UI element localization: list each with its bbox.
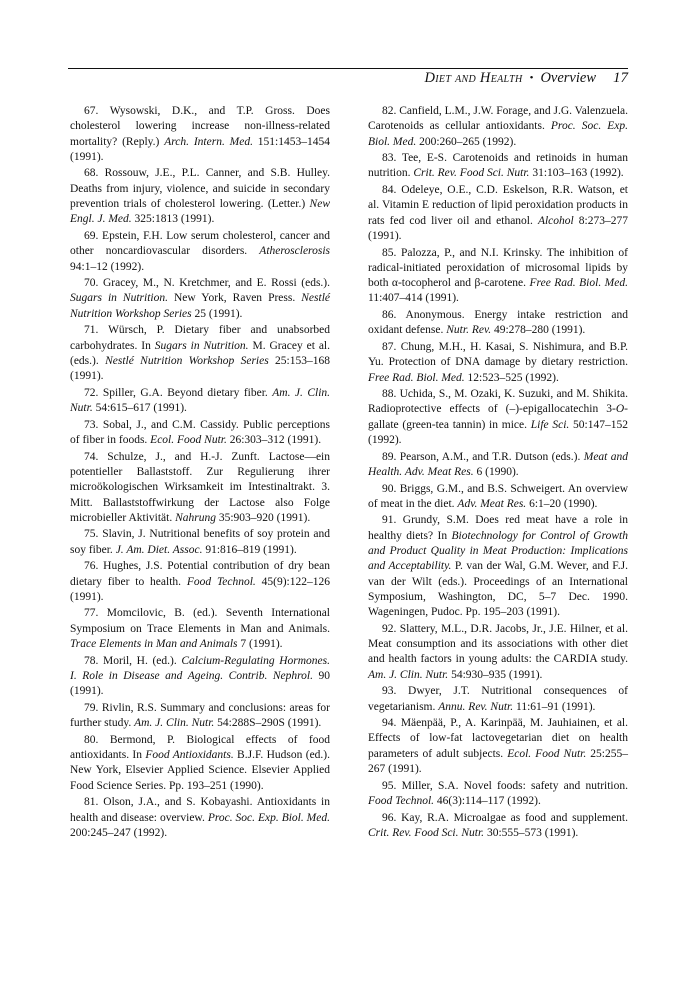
section-name: Overview: [540, 70, 596, 86]
reference-entry: [368, 684, 628, 715]
running-head: [425, 69, 628, 87]
reference-source-italic: Calcium-Regulating Hormones. I. Role in Disease and Ageing. Contrib. Nephrol.: [70, 654, 330, 682]
reference-source-italic: Sugars in Nutrition.: [70, 292, 168, 305]
reference-text: M. Gracey et al. (eds.).: [70, 339, 330, 367]
bullet-separator: •: [529, 72, 534, 84]
reference-number: 76.: [84, 560, 99, 573]
reference-source-italic: Nestlé Nutrition Workshop Series: [70, 292, 330, 320]
reference-number: 85.: [382, 246, 397, 259]
reference-source-italic: Am. J. Clin. Nutr.: [134, 717, 215, 730]
journal-title: Diet and Health: [424, 70, 523, 86]
reference-number: 71.: [84, 324, 99, 337]
reference-text: 25 (1991).: [191, 307, 243, 320]
reference-text: 49:278–280 (1991).: [491, 324, 586, 337]
reference-source-italic: Alcohol: [537, 214, 574, 227]
reference-entry: [368, 246, 628, 307]
reference-entry: [70, 386, 330, 417]
reference-entry: [368, 482, 628, 513]
reference-text: Epstein, F.H. Low serum cholesterol, cancer and other noncardiovascular disorders.: [70, 229, 331, 258]
reference-entry: [70, 701, 330, 732]
reference-text: Bermond, P. Biological effects of food antioxidants. In: [70, 733, 330, 762]
reference-source-italic: Proc. Soc. Exp. Biol. Med.: [368, 120, 628, 148]
reference-entry: [368, 622, 628, 683]
reference-entry: [70, 104, 330, 165]
reference-text: 325:1813 (1991).: [131, 213, 215, 226]
reference-text: 54:615–617 (1991).: [92, 402, 187, 415]
reference-text: Slattery, M.L., D.R. Jacobs, Jr., J.E. Hilner, et al. Meat consumption and its associations with other diet and health factors in young adults: the CARDIA study.: [368, 622, 628, 666]
reference-entry: [70, 795, 330, 841]
reference-text: Schulze, J., and H.-J. Zunft. Lactose—ein potentieller Ballaststoff. Zur Regulierung ihrer microökologischen Wirksamkeit im Intestinaltrakt. 3. Mitt. Ballaststoffwirkung der Lactose also Folge microbieller Aktivität.: [70, 450, 330, 524]
reference-number: 94.: [382, 717, 397, 730]
reference-text: -gallate (green-tea tannin) in mice.: [368, 403, 628, 431]
reference-text: 6 (1990).: [473, 465, 519, 478]
reference-number: 95.: [382, 779, 397, 792]
reference-source-italic: Ecol. Food Nutr.: [150, 434, 227, 447]
reference-entry: [368, 151, 628, 182]
reference-text: 12:523–525 (1992).: [464, 371, 559, 384]
reference-text: Sobal, J., and C.M. Cassidy. Public perceptions of fiber in foods.: [70, 418, 330, 447]
reference-number: 79.: [84, 701, 99, 714]
reference-entry: [70, 450, 330, 526]
reference-number: 67.: [84, 105, 99, 117]
reference-entry: [70, 276, 330, 322]
reference-text: Momcilovic, B. (ed.). Seventh International Symposium on Trace Elements in Man and Animals.: [70, 607, 331, 635]
reference-text: 6:1–20 (1990).: [526, 497, 598, 510]
reference-text: 50:147–152 (1992).: [368, 418, 628, 447]
page-number: 17: [613, 70, 628, 86]
reference-entry: [70, 229, 330, 275]
reference-source-italic: Nestlé Nutrition Workshop Series: [105, 354, 269, 367]
reference-text: 25:255–267 (1991).: [368, 747, 628, 776]
reference-source-italic: Crit. Rev. Food Sci. Nutr.: [368, 826, 485, 839]
reference-text: Kay, R.A. Microalgae as food and supplement.: [401, 811, 628, 824]
reference-text: Slavin, J. Nutritional benefits of soy protein and soy fiber.: [70, 528, 331, 556]
reference-entry: [368, 716, 628, 777]
reference-text: 54:288S–290S (1991).: [214, 717, 322, 730]
reference-number: 81.: [84, 796, 99, 809]
reference-text: 200:260–265 (1992).: [416, 135, 517, 148]
reference-entry: [70, 733, 330, 794]
reference-text: 200:245–247 (1992).: [70, 826, 168, 839]
reference-source-italic: Food Technol.: [186, 575, 256, 588]
reference-text: B.J.F. Hudson (ed.). New York, Elsevier Applied Science. Elsevier Applied Food Science Series. Pp. 193–251 (1990).: [70, 749, 331, 792]
reference-entry: [70, 418, 330, 449]
reference-number: 78.: [84, 654, 99, 667]
reference-text: Pearson, A.M., and T.R. Dutson (eds.).: [399, 450, 584, 463]
reference-source-italic: Free Rad. Biol. Med.: [368, 371, 465, 384]
reference-number: 90.: [382, 482, 397, 495]
reference-text: 46(3):114–117 (1992).: [434, 794, 541, 807]
reference-source-italic: Nahrung: [175, 511, 216, 524]
reference-text: Anonymous. Energy intake restriction and oxidant defense.: [368, 309, 628, 337]
reference-text: 11:407–414 (1991).: [368, 292, 459, 305]
reference-source-italic: New Engl. J. Med.: [70, 198, 330, 226]
reference-number: 72.: [84, 386, 99, 399]
reference-entry: [368, 387, 628, 448]
reference-text: Canfield, L.M., J.W. Forage, and J.G. Valenzuela. Carotenoids as cellular antioxidants.: [368, 105, 628, 133]
reference-text: New York, Raven Press.: [167, 292, 302, 305]
reference-number: 96.: [382, 811, 397, 824]
reference-text: 31:103–163 (1992).: [529, 167, 624, 180]
reference-entry: [70, 559, 330, 605]
reference-text: Miller, S.A. Novel foods: safety and nutrition.: [401, 779, 629, 792]
reference-entry: [70, 166, 330, 227]
reference-entry: [70, 606, 330, 652]
reference-text: Tee, E-S. Carotenoids and retinoids in human nutrition.: [368, 152, 628, 180]
reference-number: 89.: [382, 450, 397, 463]
reference-entry: [368, 340, 628, 386]
reference-text: 11:61–91 (1991).: [513, 700, 596, 713]
reference-source-italic: Trace Elements in Man and Animals: [70, 638, 238, 651]
reference-text: Odeleye, O.E., C.D. Eskelson, R.R. Watson, et al. Vitamin E reduction of lipid peroxidation products in rats fed cod liver oil and ethanol.: [368, 184, 628, 227]
reference-text: Palozza, P., and N.I. Krinsky. The inhibition of radical-initiated peroxidation of microsomal lipids by both α-tocopherol and β-carotene.: [368, 246, 628, 290]
reference-number: 82.: [382, 105, 397, 117]
reference-source-italic: Crit. Rev. Food Sci. Nutr.: [413, 167, 530, 180]
reference-text: 25:153–168 (1991).: [70, 354, 330, 383]
reference-number: 74.: [84, 450, 99, 463]
reference-source-italic: Arch. Intern. Med.: [164, 135, 253, 148]
reference-entry: [368, 779, 628, 810]
left-column-references: [70, 104, 330, 842]
reference-source-italic: Annu. Rev. Nutr.: [438, 700, 514, 713]
reference-number: 83.: [382, 152, 397, 165]
reference-number: 68.: [84, 167, 99, 180]
reference-source-italic: J. Am. Diet. Assoc.: [115, 543, 203, 556]
reference-source-italic: Nutr. Rev.: [446, 324, 492, 337]
reference-text: Grundy, S.M. Does red meat have a role in healthy diets? In: [368, 514, 629, 542]
reference-number: 91.: [382, 514, 397, 527]
reference-text: Dwyer, J.T. Nutritional consequences of vegetarianism.: [368, 685, 629, 713]
reference-number: 69.: [84, 229, 99, 242]
reference-number: 77.: [84, 607, 99, 620]
reference-text: Spiller, G.A. Beyond dietary fiber.: [102, 386, 273, 399]
reference-number: 80.: [84, 733, 99, 746]
reference-source-italic: Meat and Health. Adv. Meat Res.: [368, 450, 628, 478]
reference-source-italic: Food Technol.: [368, 794, 435, 807]
reference-text: 35:903–920 (1991).: [215, 511, 311, 524]
reference-text: Uchida, S., M. Ozaki, K. Suzuki, and M. Shikita. Radioprotective effects of (–)-epigallocatechin 3-: [368, 388, 629, 416]
reference-source-italic: Free Rad. Biol. Med.: [529, 277, 628, 290]
reference-number: 92.: [382, 622, 397, 635]
reference-number: 93.: [382, 685, 397, 698]
reference-text: 91:816–819 (1991).: [202, 543, 297, 556]
reference-source-italic: Biotechnology for Control of Growth and Product Quality in Meat Production: Implications and Acceptability.: [368, 529, 628, 573]
reference-source-italic: Atherosclerosis: [259, 245, 330, 258]
reference-text: Rossouw, J.E., P.L. Canner, and S.B. Hulley. Deaths from injury, violence, and suicide in secondary prevention trials of cholesterol lowering. (Letter.): [70, 167, 331, 211]
reference-entry: [368, 811, 628, 842]
reference-text: Mäenpää, P., A. Karinpää, M. Jauhiainen, et al. Effects of low-fat lactovegetarian diet on health parameters of adult subjects.: [368, 717, 628, 760]
reference-source-italic: Life Sci.: [530, 418, 570, 431]
reference-number: 86.: [382, 309, 397, 322]
reference-source-italic: Ecol. Food Nutr.: [507, 747, 587, 760]
reference-source-italic: Am. J. Clin. Nutr.: [70, 386, 331, 415]
reference-text: Olson, J.A., and S. Kobayashi. Antioxidants in health and disease: overview.: [70, 796, 330, 824]
reference-entry: [368, 513, 628, 620]
reference-text: Gracey, M., N. Kretchmer, and E. Rossi (eds.).: [102, 277, 330, 290]
reference-source-italic: O: [615, 403, 625, 416]
reference-text: 45(9):122–126 (1991).: [70, 575, 330, 603]
reference-entry: [70, 527, 330, 558]
reference-text: 26:303–312 (1991).: [226, 434, 322, 447]
reference-entry: [70, 323, 330, 384]
reference-text: Würsch, P. Dietary fiber and unabsorbed carbohydrates. In: [70, 324, 331, 352]
reference-number: 87.: [382, 340, 397, 353]
reference-text: Briggs, G.M., and B.S. Schweigert. An overview of meat in the diet.: [368, 482, 628, 510]
reference-text: 90 (1991).: [70, 669, 330, 698]
reference-entry: [368, 183, 628, 244]
reference-text: 7 (1991).: [237, 638, 283, 651]
reference-number: 84.: [382, 184, 397, 197]
reference-source-italic: Adv. Meat Res.: [457, 497, 527, 510]
reference-source-italic: Sugars in Nutrition.: [154, 339, 249, 352]
reference-text: 151:1453–1454 (1991).: [70, 135, 330, 163]
right-column-references: [368, 104, 628, 842]
reference-text: 94:1–12 (1992).: [70, 260, 145, 273]
reference-number: 73.: [84, 418, 99, 431]
reference-text: Moril, H. (ed.).: [102, 654, 182, 667]
reference-text: P. van der Wal, G.M. Wever, and F.J. van der Wilt (eds.). Proceedings of an International Symposium, Washington, DC, 5–7 Dec. 1990. Wageningen, Pudoc. Pp. 195–203 (1991).: [368, 560, 628, 619]
reference-text: Wysowski, D.K., and T.P. Gross. Does cholesterol lowering increase non-illness-related mortality? (Reply.): [70, 105, 330, 148]
reference-entry: [368, 450, 628, 481]
reference-text: Chung, M.H., H. Kasai, S. Nishimura, and B.P. Yu. Protection of DNA damage by dietary restriction.: [368, 340, 629, 369]
reference-source-italic: Food Antioxidants.: [145, 749, 234, 762]
reference-text: 30:555–573 (1991).: [484, 826, 579, 839]
reference-entry: [70, 654, 330, 700]
reference-number: 75.: [84, 528, 99, 541]
reference-source-italic: Am. J. Clin. Nutr.: [368, 668, 449, 681]
reference-text: Rivlin, R.S. Summary and conclusions: areas for further study.: [70, 701, 331, 730]
reference-number: 88.: [382, 388, 397, 401]
reference-entry: [368, 308, 628, 339]
reference-entry: [368, 104, 628, 150]
reference-text: Hughes, J.S. Potential contribution of dry bean dietary fiber to health.: [70, 560, 331, 588]
reference-text: 54:930–935 (1991).: [448, 668, 543, 681]
reference-text: 8:273–277 (1991).: [368, 214, 629, 242]
reference-number: 70.: [84, 277, 99, 290]
reference-source-italic: Proc. Soc. Exp. Biol. Med.: [207, 811, 330, 824]
